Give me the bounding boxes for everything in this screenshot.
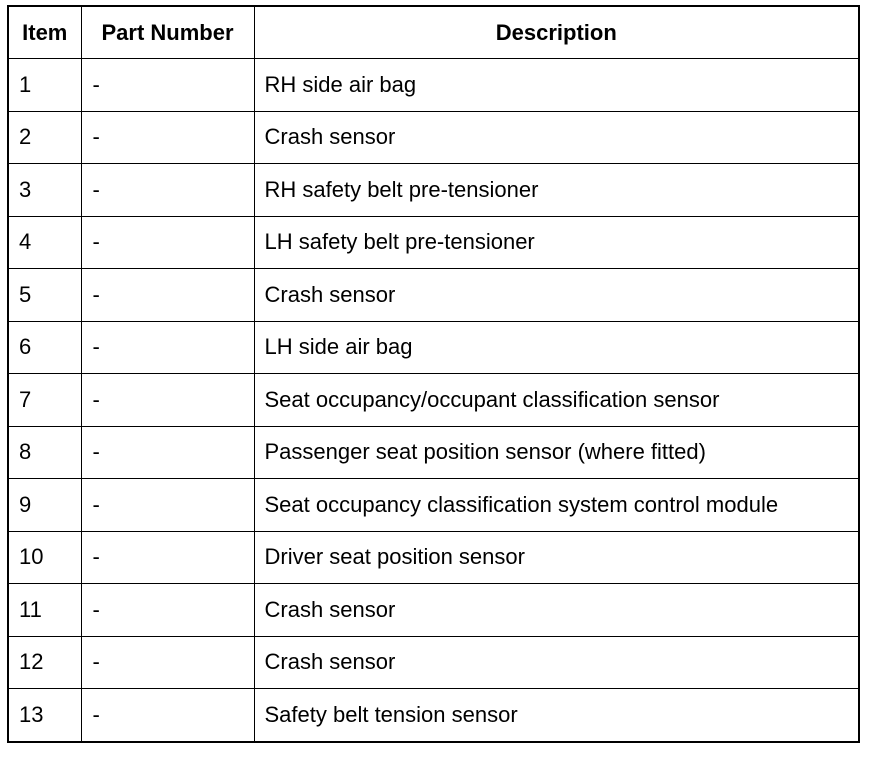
table-header-row	[8, 6, 859, 59]
item-cell: 8	[8, 426, 81, 479]
table-row	[8, 479, 859, 532]
part-number-cell: -	[81, 59, 254, 112]
table-row	[8, 636, 859, 689]
part-number-cell: -	[81, 531, 254, 584]
header-item: Item	[8, 6, 81, 59]
part-number-cell: -	[81, 374, 254, 427]
description-cell: Passenger seat position sensor (where fitted)	[254, 426, 859, 479]
part-number-cell: -	[81, 269, 254, 322]
part-number-cell: -	[81, 164, 254, 217]
item-cell: 13	[8, 689, 81, 742]
description-cell: LH side air bag	[254, 321, 859, 374]
table-row	[8, 689, 859, 742]
part-number-cell: -	[81, 426, 254, 479]
parts-table-container	[7, 5, 858, 743]
item-cell: 2	[8, 111, 81, 164]
table-row	[8, 321, 859, 374]
table-row	[8, 584, 859, 637]
part-number-cell: -	[81, 111, 254, 164]
table-row	[8, 111, 859, 164]
item-cell: 1	[8, 59, 81, 112]
description-cell: Driver seat position sensor	[254, 531, 859, 584]
item-cell: 7	[8, 374, 81, 427]
item-cell: 9	[8, 479, 81, 532]
part-number-cell: -	[81, 321, 254, 374]
description-cell: Safety belt tension sensor	[254, 689, 859, 742]
description-cell: RH safety belt pre-tensioner	[254, 164, 859, 217]
item-cell: 5	[8, 269, 81, 322]
part-number-cell: -	[81, 584, 254, 637]
description-cell: Seat occupancy classification system control module	[254, 479, 859, 532]
item-cell: 3	[8, 164, 81, 217]
part-number-cell: -	[81, 689, 254, 742]
description-cell: Crash sensor	[254, 636, 859, 689]
item-cell: 11	[8, 584, 81, 637]
table-row	[8, 216, 859, 269]
table-row	[8, 426, 859, 479]
parts-table	[7, 5, 860, 743]
header-description: Description	[254, 6, 859, 59]
item-cell: 10	[8, 531, 81, 584]
part-number-cell: -	[81, 479, 254, 532]
table-row	[8, 531, 859, 584]
description-cell: RH side air bag	[254, 59, 859, 112]
item-cell: 12	[8, 636, 81, 689]
description-cell: Crash sensor	[254, 111, 859, 164]
description-cell: Crash sensor	[254, 269, 859, 322]
description-cell: Crash sensor	[254, 584, 859, 637]
table-row	[8, 269, 859, 322]
table-row	[8, 59, 859, 112]
table-row	[8, 164, 859, 217]
part-number-cell: -	[81, 636, 254, 689]
description-cell: Seat occupancy/occupant classification sensor	[254, 374, 859, 427]
item-cell: 4	[8, 216, 81, 269]
item-cell: 6	[8, 321, 81, 374]
header-part-number: Part Number	[81, 6, 254, 59]
part-number-cell: -	[81, 216, 254, 269]
description-cell: LH safety belt pre-tensioner	[254, 216, 859, 269]
table-row	[8, 374, 859, 427]
